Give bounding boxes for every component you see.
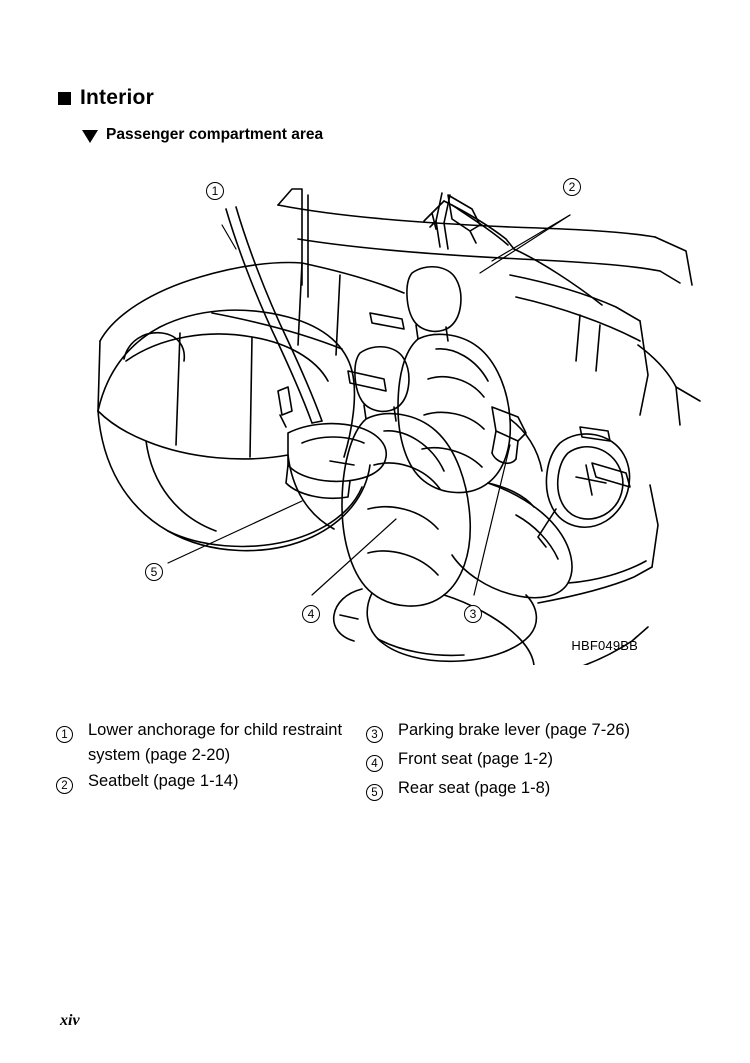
square-bullet-icon xyxy=(58,92,71,105)
legend-column-left xyxy=(56,718,366,805)
page-number: xiv xyxy=(60,1012,80,1029)
callout-2: 2 xyxy=(563,178,581,196)
figure-code: HBF049BB xyxy=(571,638,638,653)
legend-number xyxy=(366,718,398,746)
legend-item xyxy=(56,769,366,797)
circled-number: 5 xyxy=(366,784,383,801)
legend-item xyxy=(366,718,686,746)
legend xyxy=(56,718,696,805)
legend-label: Front seat (page 1-2) xyxy=(398,750,553,768)
section-title: Interior xyxy=(80,86,154,109)
circled-number: 3 xyxy=(366,726,383,743)
legend-item xyxy=(366,776,686,804)
callout-5: 5 xyxy=(145,563,163,581)
legend-number xyxy=(56,718,88,746)
sub-heading xyxy=(82,126,323,144)
legend-number xyxy=(56,769,88,797)
legend-label: Parking brake lever (page 7-26) xyxy=(398,721,631,739)
callout-4: 4 xyxy=(302,605,320,623)
circled-number: 2 xyxy=(56,777,73,794)
sub-heading-label: Passenger compartment area xyxy=(106,126,324,143)
callout-3: 3 xyxy=(464,605,482,623)
legend-label: Seatbelt (page 1-14) xyxy=(88,772,239,790)
legend-item xyxy=(366,747,686,775)
triangle-bullet-icon xyxy=(82,130,98,143)
legend-number xyxy=(366,747,398,775)
section-heading xyxy=(58,86,154,110)
interior-illustration xyxy=(40,165,710,665)
callout-1: 1 xyxy=(206,182,224,200)
legend-item xyxy=(56,718,366,768)
circled-number: 1 xyxy=(56,726,73,743)
legend-column-right xyxy=(366,718,686,805)
circled-number: 4 xyxy=(366,755,383,772)
legend-number xyxy=(366,776,398,804)
legend-label: Lower anchorage for child restraint system (page 2-20) xyxy=(88,721,343,764)
legend-label: Rear seat (page 1-8) xyxy=(398,779,551,797)
